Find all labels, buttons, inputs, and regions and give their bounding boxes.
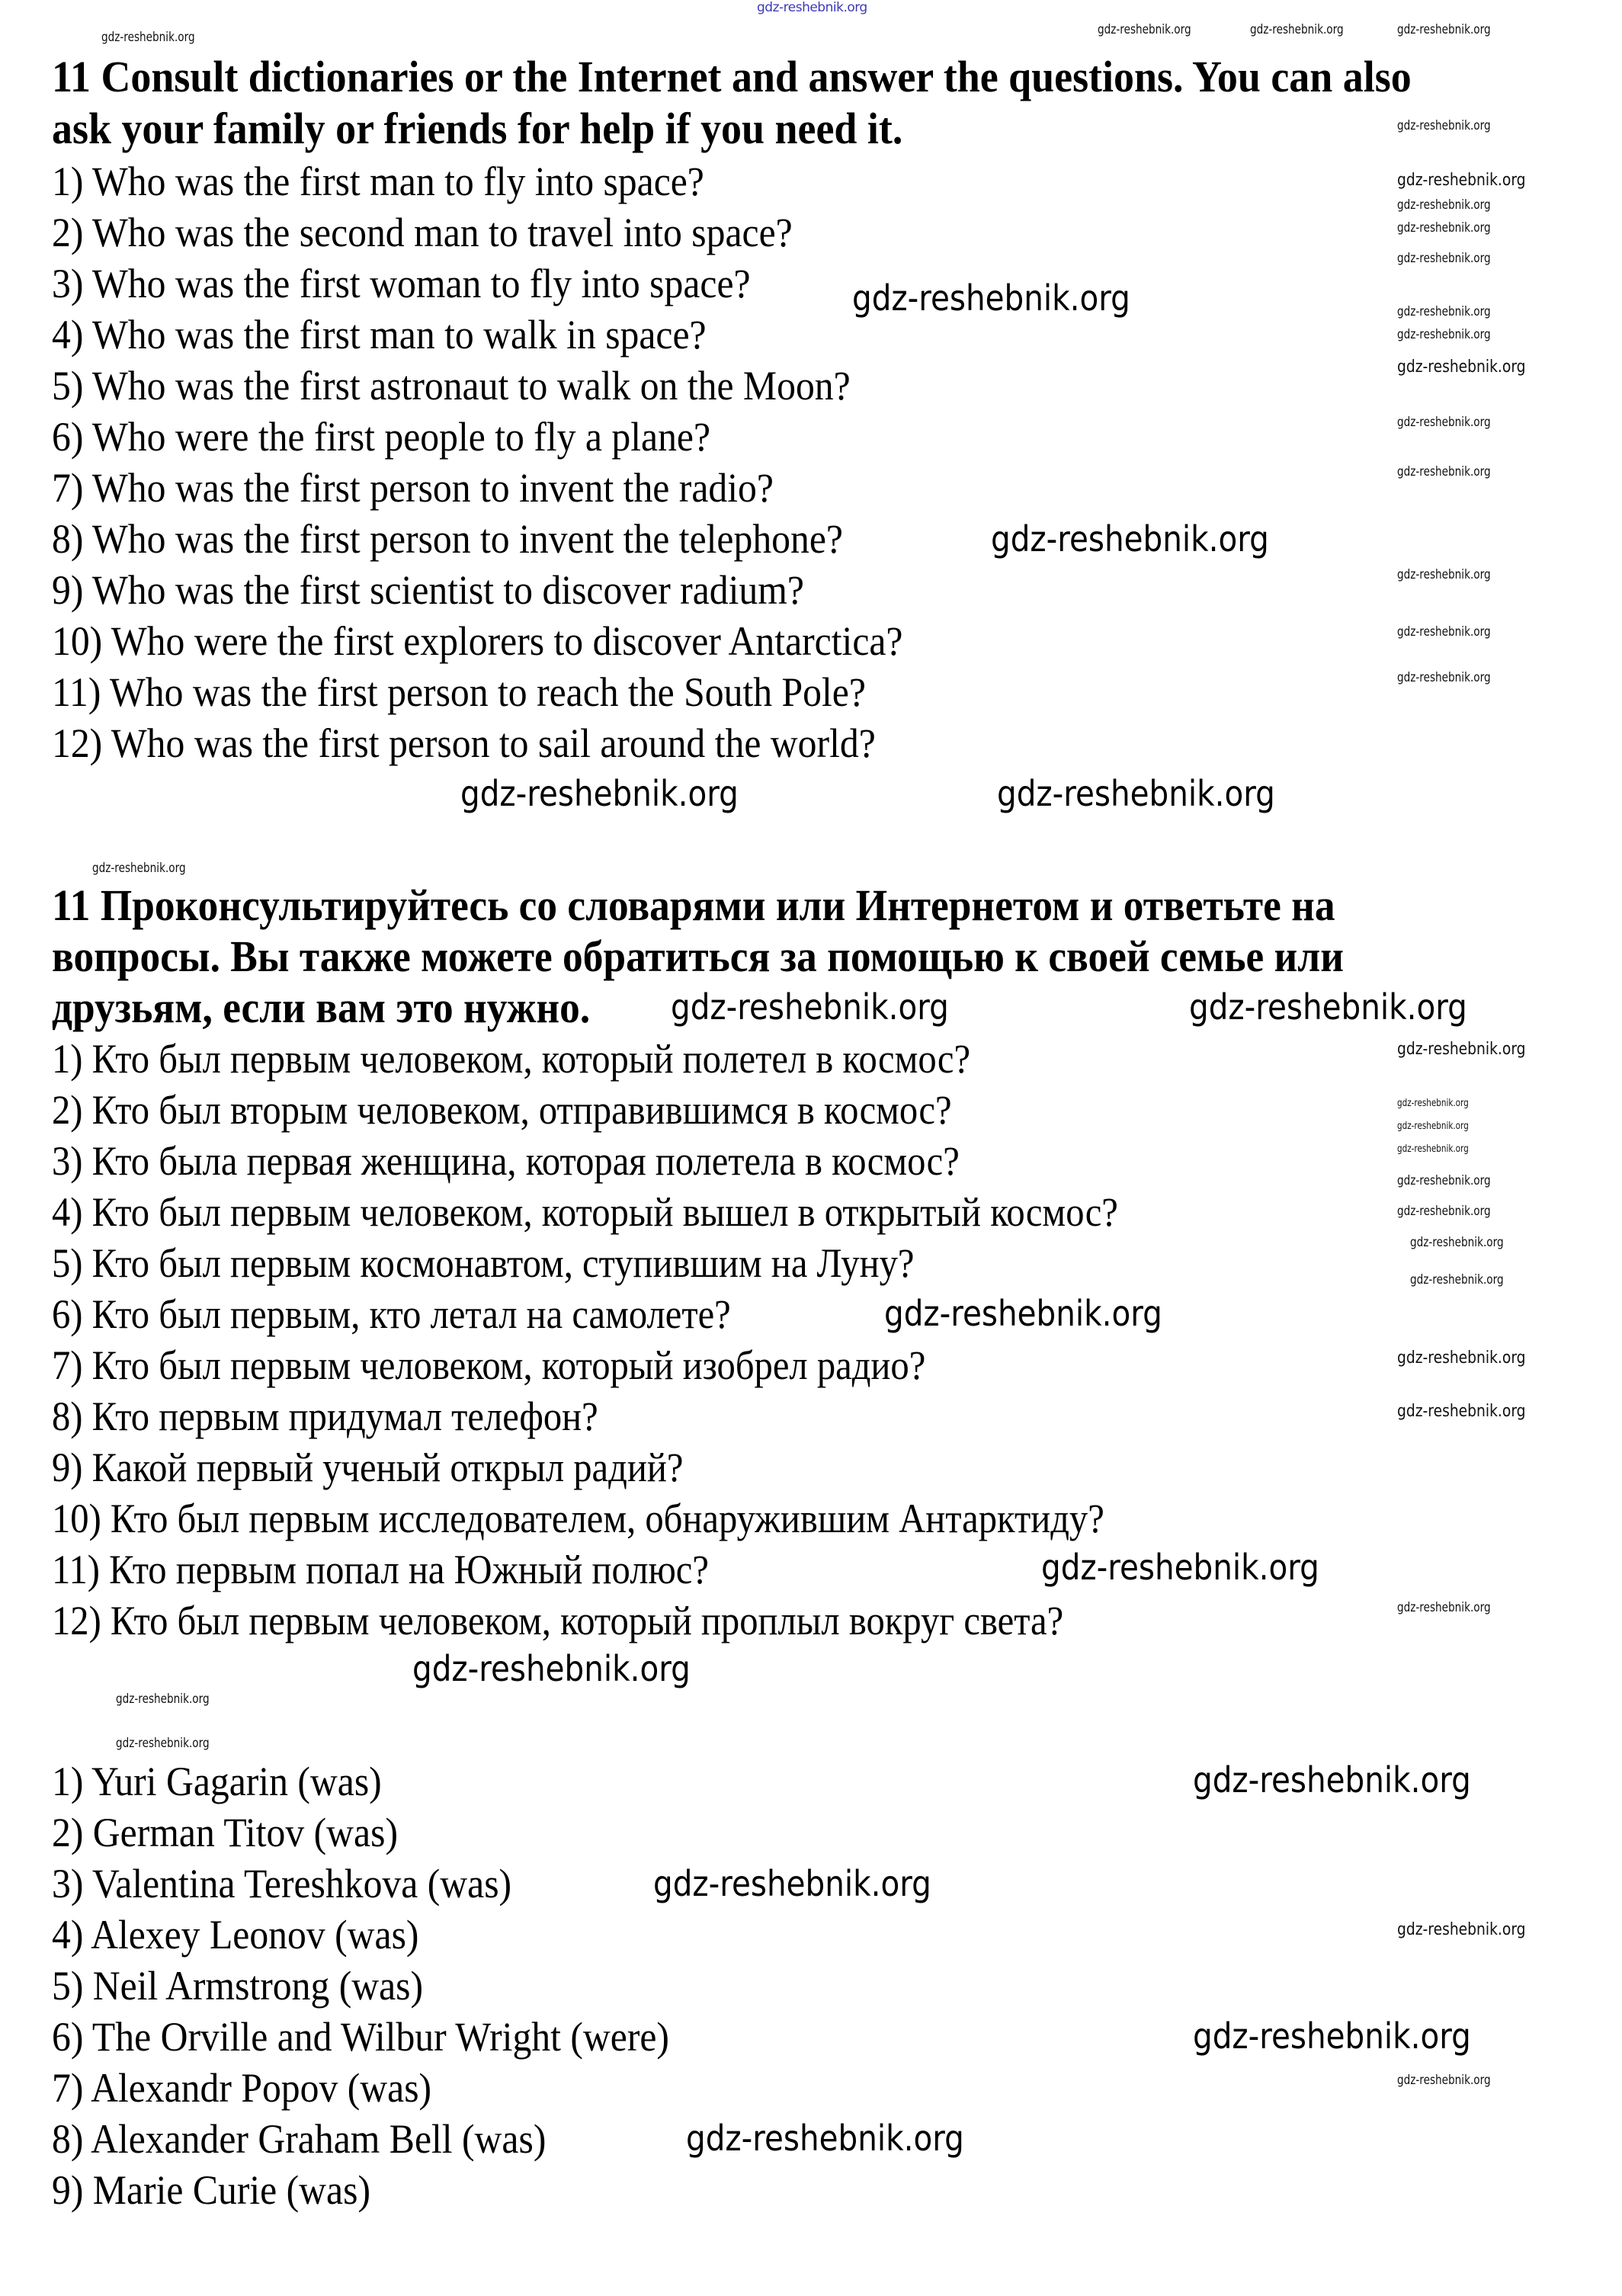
watermark: gdz-reshebnik.org (1397, 22, 1491, 37)
watermark: gdz-reshebnik.org (884, 1293, 1162, 1334)
watermark: gdz-reshebnik.org (92, 861, 186, 876)
watermark: gdz-reshebnik.org (1397, 304, 1491, 319)
watermark: gdz-reshebnik.org (671, 986, 949, 1028)
watermark: gdz-reshebnik.org (1041, 1547, 1319, 1588)
english-question: 6) Who were the first people to fly a plane? (52, 414, 711, 460)
russian-question: 9) Какой первый ученый открыл радий? (52, 1445, 684, 1490)
russian-question: 8) Кто первым придумал телефон? (52, 1393, 598, 1439)
watermark: gdz-reshebnik.org (1397, 220, 1491, 236)
watermark: gdz-reshebnik.org (991, 518, 1269, 560)
russian-heading-line-2: вопросы. Вы также можете обратиться за помощью к своей семье или (52, 932, 1344, 981)
watermark: gdz-reshebnik.org (1193, 1759, 1471, 1801)
watermark: gdz-reshebnik.org (1397, 358, 1526, 377)
watermark: gdz-reshebnik.org (1397, 415, 1491, 430)
english-question: 5) Who was the first astronaut to walk on the Moon? (52, 363, 851, 409)
watermark: gdz-reshebnik.org (997, 773, 1275, 814)
answer-item: 8) Alexander Graham Bell (was) (52, 2116, 547, 2162)
russian-question: 5) Кто был первым космонавтом, ступившим на Луну? (52, 1240, 915, 1286)
english-question: 3) Who was the first woman to fly into space? (52, 261, 751, 306)
english-question: 2) Who was the second man to travel into space? (52, 210, 793, 255)
top-watermark: gdz-reshebnik.org (757, 0, 867, 15)
watermark: gdz-reshebnik.org (1193, 2015, 1471, 2057)
english-question: 10) Who were the first explorers to discover Antarctica? (52, 618, 903, 664)
russian-question: 1) Кто был первым человеком, который полетел в космос? (52, 1036, 971, 1082)
russian-question: 10) Кто был первым исследователем, обнаружившим Антарктиду? (52, 1496, 1104, 1541)
watermark: gdz-reshebnik.org (1410, 1235, 1504, 1250)
watermark: gdz-reshebnik.org (1098, 22, 1191, 37)
russian-heading-line-3: друзьям, если вам это нужно. (52, 983, 591, 1032)
watermark: gdz-reshebnik.org (1397, 1121, 1469, 1132)
watermark: gdz-reshebnik.org (852, 277, 1130, 319)
watermark: gdz-reshebnik.org (1397, 118, 1491, 133)
russian-question: 7) Кто был первым человеком, который изобрел радио? (52, 1342, 926, 1388)
watermark: gdz-reshebnik.org (101, 30, 195, 45)
watermark: gdz-reshebnik.org (1397, 567, 1491, 582)
watermark: gdz-reshebnik.org (1397, 670, 1491, 685)
watermark: gdz-reshebnik.org (1397, 1204, 1491, 1219)
english-heading-line-1: 11 Consult dictionaries or the Internet and answer the questions. You can also (52, 52, 1412, 101)
answer-item: 5) Neil Armstrong (was) (52, 1963, 424, 2009)
watermark: gdz-reshebnik.org (1397, 1348, 1526, 1368)
answer-item: 3) Valentina Tereshkova (was) (52, 1861, 512, 1906)
english-question: 9) Who was the first scientist to discover radium? (52, 567, 804, 613)
russian-question: 3) Кто была первая женщина, которая полетела в космос? (52, 1138, 960, 1184)
russian-question: 2) Кто был вторым человеком, отправившимся в космос? (52, 1087, 952, 1133)
watermark: gdz-reshebnik.org (1189, 986, 1467, 1028)
watermark: gdz-reshebnik.org (686, 2118, 964, 2159)
watermark: gdz-reshebnik.org (412, 1648, 691, 1689)
watermark: gdz-reshebnik.org (116, 1692, 210, 1707)
watermark: gdz-reshebnik.org (1397, 327, 1491, 342)
watermark: gdz-reshebnik.org (1397, 1402, 1526, 1421)
watermark: gdz-reshebnik.org (1397, 197, 1491, 213)
english-question: 11) Who was the first person to reach the South Pole? (52, 669, 866, 715)
watermark: gdz-reshebnik.org (1410, 1272, 1504, 1287)
english-question: 12) Who was the first person to sail around the world? (52, 720, 876, 766)
watermark: gdz-reshebnik.org (653, 1863, 931, 1904)
watermark: gdz-reshebnik.org (1397, 1143, 1469, 1155)
answer-item: 1) Yuri Gagarin (was) (52, 1759, 382, 1804)
english-question: 8) Who was the first person to invent the telephone? (52, 516, 843, 562)
watermark: gdz-reshebnik.org (1397, 464, 1491, 479)
watermark: gdz-reshebnik.org (1397, 1098, 1469, 1109)
watermark: gdz-reshebnik.org (1397, 251, 1491, 266)
watermark: gdz-reshebnik.org (1397, 1920, 1526, 1939)
watermark: gdz-reshebnik.org (460, 773, 739, 814)
russian-question: 6) Кто был первым, кто летал на самолете? (52, 1291, 731, 1337)
english-question: 7) Who was the first person to invent the radio? (52, 465, 774, 511)
english-question: 1) Who was the first man to fly into space? (52, 159, 704, 204)
watermark: gdz-reshebnik.org (1397, 1040, 1526, 1059)
russian-heading-line-1: 11 Проконсультируйтесь со словарями или Интернетом и ответьте на (52, 880, 1335, 930)
watermark: gdz-reshebnik.org (1397, 1173, 1491, 1188)
answer-item: 6) The Orville and Wilbur Wright (were) (52, 2014, 669, 2060)
watermark: gdz-reshebnik.org (116, 1736, 210, 1751)
watermark: gdz-reshebnik.org (1397, 2073, 1491, 2088)
russian-question: 12) Кто был первым человеком, который проплыл вокруг света? (52, 1598, 1064, 1643)
answer-item: 2) German Titov (was) (52, 1810, 398, 1855)
watermark: gdz-reshebnik.org (1250, 22, 1344, 37)
english-heading-line-2: ask your family or friends for help if you need it. (52, 104, 903, 153)
russian-question: 4) Кто был первым человеком, который вышел в открытый космос? (52, 1189, 1118, 1235)
watermark: gdz-reshebnik.org (1397, 171, 1526, 190)
russian-question: 11) Кто первым попал на Южный полюс? (52, 1547, 709, 1592)
answer-item: 4) Alexey Leonov (was) (52, 1912, 419, 1958)
answer-item: 9) Marie Curie (was) (52, 2167, 370, 2213)
english-question: 4) Who was the first man to walk in space? (52, 312, 707, 358)
watermark: gdz-reshebnik.org (1397, 624, 1491, 640)
watermark: gdz-reshebnik.org (1397, 1600, 1491, 1615)
answer-item: 7) Alexandr Popov (was) (52, 2065, 432, 2111)
